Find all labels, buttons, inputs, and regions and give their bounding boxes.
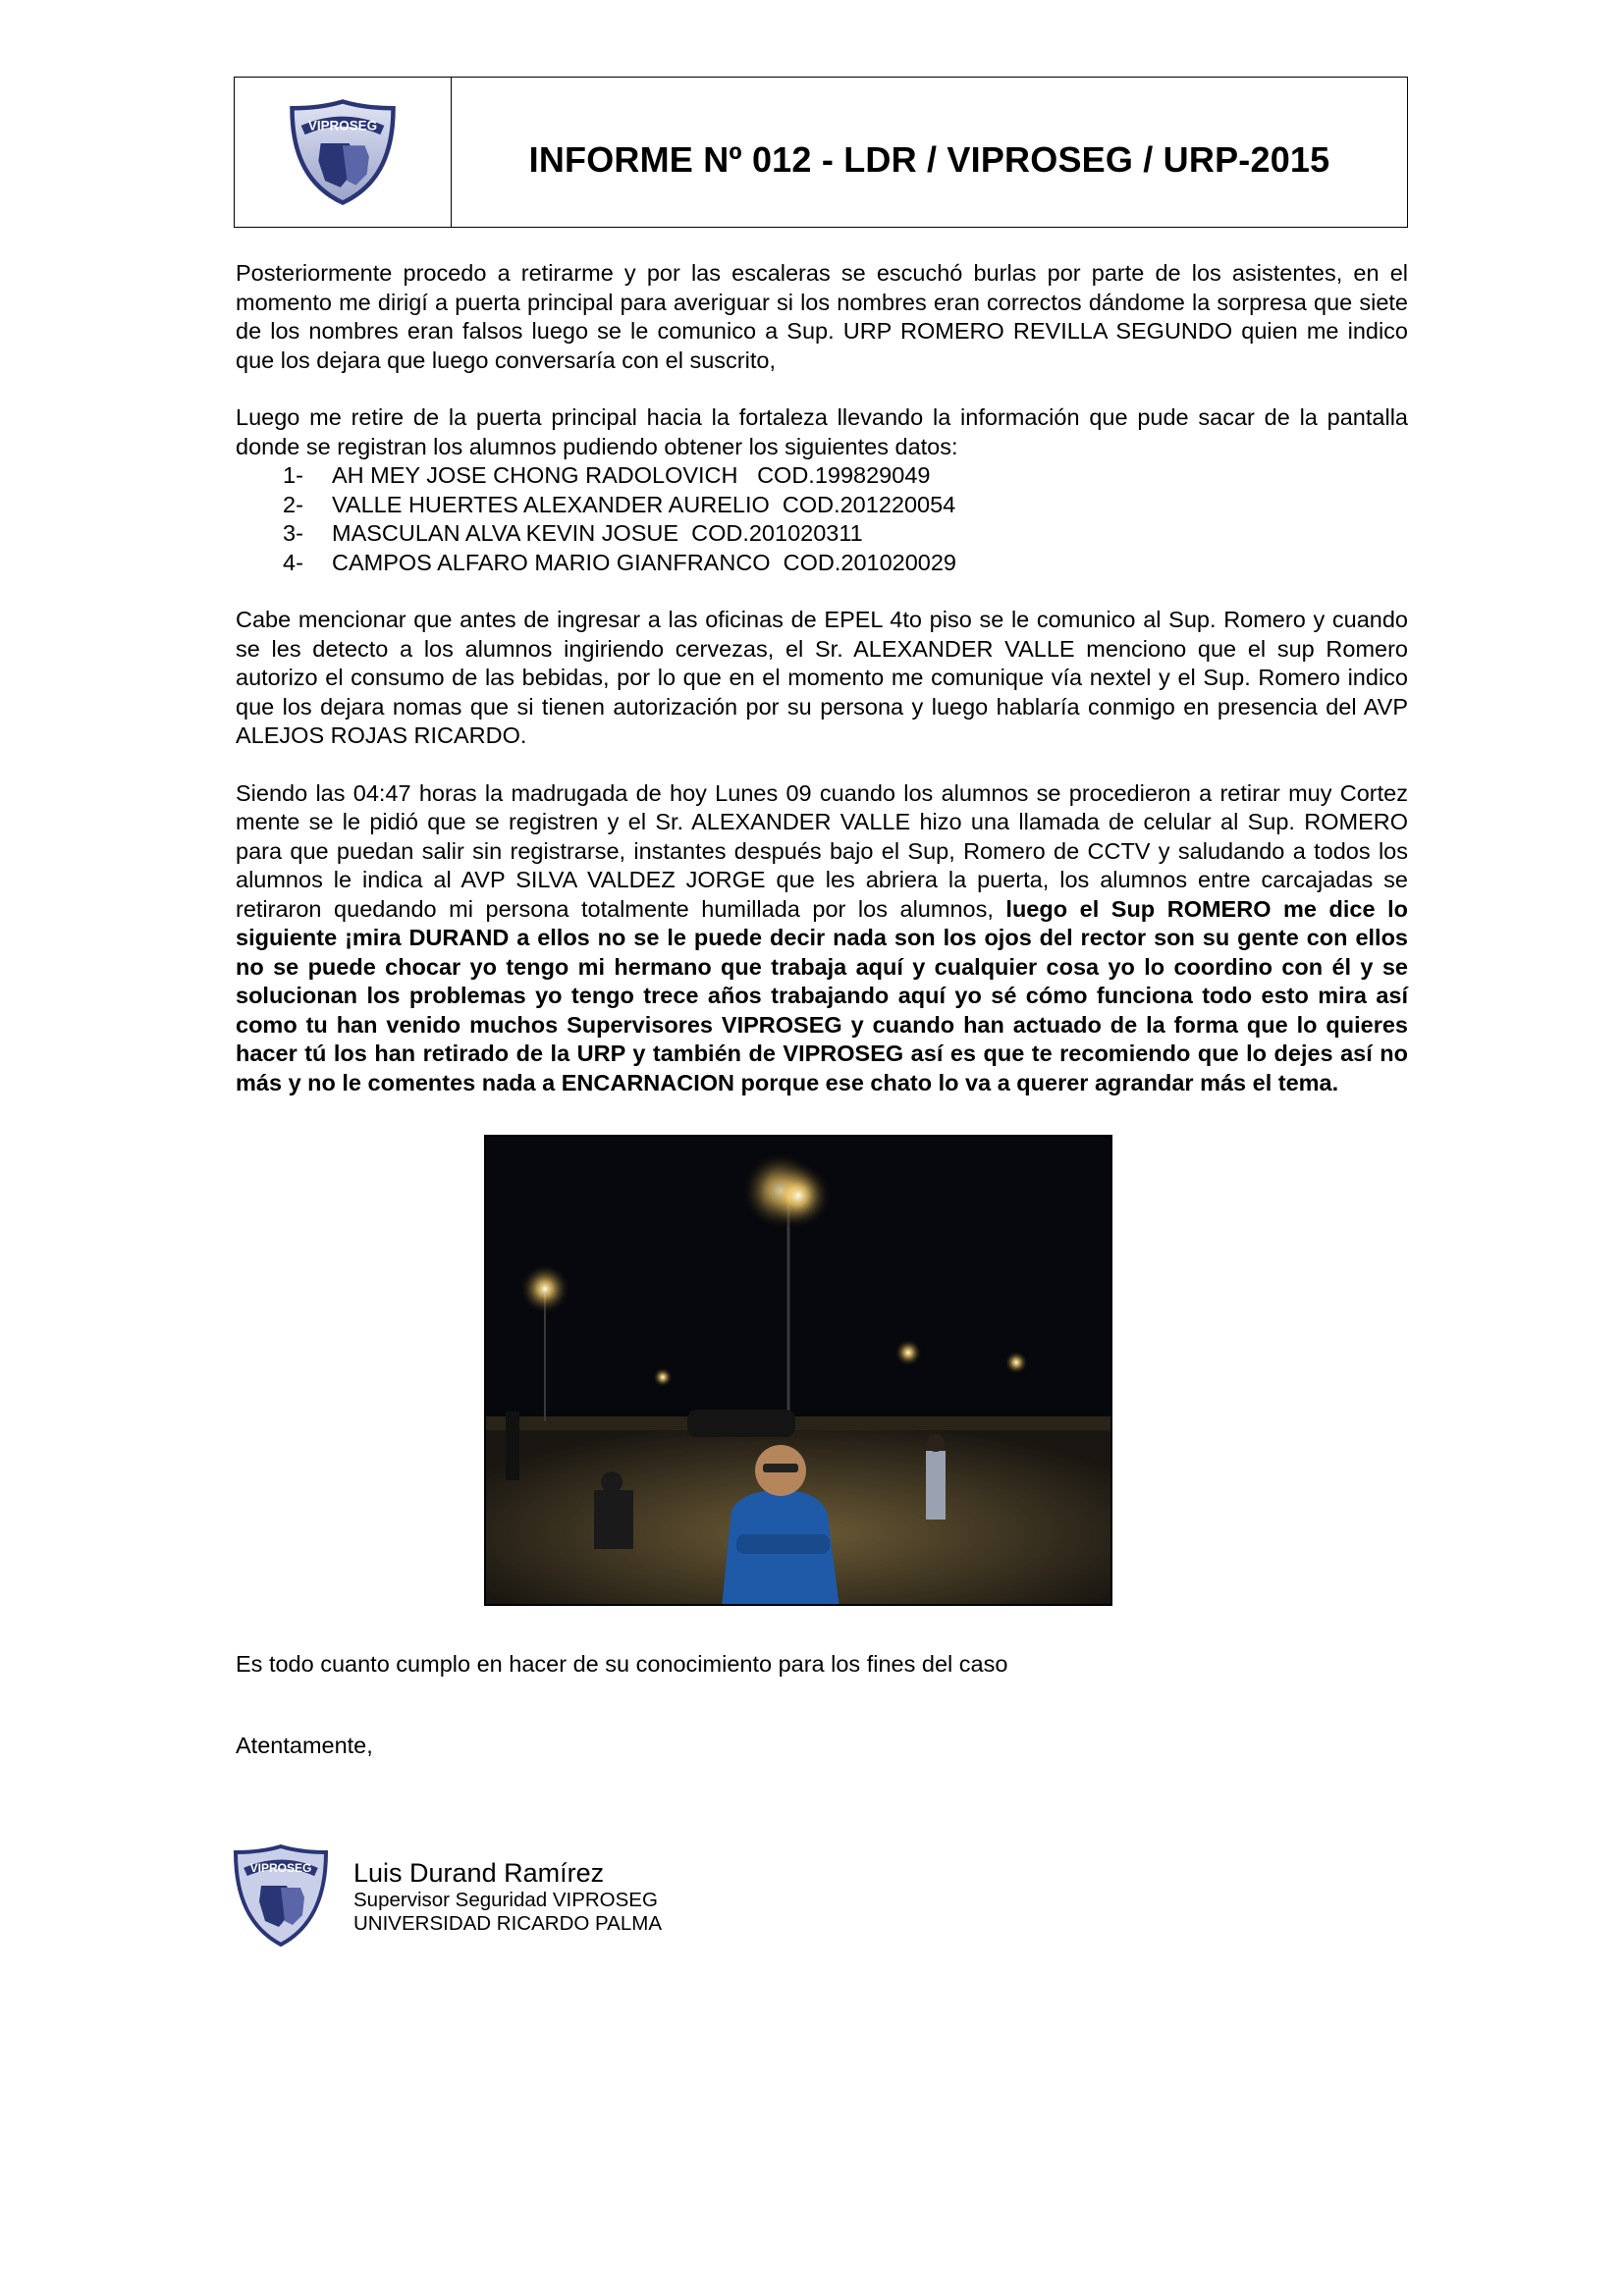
signer-role: Supervisor Seguridad VIPROSEG xyxy=(353,1889,658,1911)
list-item xyxy=(283,461,1408,491)
viproseg-logo xyxy=(288,97,398,207)
paragraph-1: Posteriormente procedo a retirarme y por las escaleras se escuchó burlas por parte de los asistentes, en el momento me dirigí a puerta principal para averiguar si los nombres eran correctos dándome la sorpresa que siete de los nombres eran falsos luego se le comunico a Sup. URP ROMERO REVILLA SEGUNDO quien me indico que los dejara que luego conversaría con el suscrito, xyxy=(236,260,1408,373)
list-item xyxy=(283,519,1408,549)
signer-organization: UNIVERSIDAD RICARDO PALMA xyxy=(353,1912,663,1935)
paragraph-4-normal: Siendo las 04:47 horas la madrugada de hoy Lunes 09 cuando los alumnos se procedieron a retirar muy Cortez mente se le pidió que se registren y el Sr. ALEXANDER VALLE hizo una llamada de celular al Sup. ROMERO para que puedan salir sin registrarse, instantes después bajo el Sup, Romero de CCTV y saludando a todos los alumnos le indica al AVP SILVA VALDEZ JORGE que les abriera la puerta, los alumnos entre carcajadas se retiraron quedando mi persona totalmente humillada por los alumnos, xyxy=(236,779,1408,922)
signature-logo xyxy=(232,1838,330,1960)
salutation: Atentamente, xyxy=(236,1733,373,1758)
signer-name: Luis Durand Ramírez xyxy=(353,1858,605,1888)
list-text: AH MEY JOSE CHONG RADOLOVICH COD.199829049 xyxy=(332,462,931,488)
closing-line: Es todo cuanto cumplo en hacer de su conocimiento para los fines del caso xyxy=(236,1651,1008,1677)
svg-text:VIPROSEG: VIPROSEG xyxy=(307,118,378,133)
list-number: 4- xyxy=(283,549,303,575)
student-list xyxy=(236,461,1408,577)
list-item xyxy=(283,491,1408,520)
list-text: CAMPOS ALFARO MARIO GIANFRANCO COD.201020029 xyxy=(332,549,957,575)
report-title: INFORME Nº 012 - LDR / VIPROSEG / URP-2015 xyxy=(528,139,1330,180)
night-scene-image xyxy=(486,1137,1112,1606)
header-title-cell xyxy=(452,78,1407,227)
list-item xyxy=(283,549,1408,578)
svg-text:VIPROSEG: VIPROSEG xyxy=(249,1861,312,1875)
paragraph-4-bold: luego el Sup ROMERO me dice lo siguiente ¡mira DURAND a ellos no se le puede decir nada son los ojos del rector son su gente con ellos no se puede chocar yo tengo mi hermano que trabaja aquí y cualquier cosa yo lo coordino con él y se solucionan los problemas yo tengo trece años trabajando aquí yo sé cómo funciona todo esto mira así como tu han venido muchos Supervisores VIPROSEG y cuando han actuado de la forma que lo quieres hacer tú los han retirado de la URP y también de VIPROSEG así es que te recomiendo que lo dejes así no más y no le comentes nada a ENCARNACION porque ese chato lo va a querer agrandar más el tema. xyxy=(236,895,1408,1095)
list-text: VALLE HUERTES ALEXANDER AURELIO COD.201220054 xyxy=(332,491,956,517)
list-text: MASCULAN ALVA KEVIN JOSUE COD.201020311 xyxy=(332,520,863,546)
night-photo xyxy=(484,1135,1112,1606)
list-number: 2- xyxy=(283,491,303,517)
list-number: 1- xyxy=(283,462,303,488)
paragraph-3: Cabe mencionar que antes de ingresar a las oficinas de EPEL 4to piso se le comunico al Sup. Romero y cuando se les detecto a los alumnos ingiriendo cervezas, el Sr. ALEXANDER VALLE menciono que el sup Romero autorizo el consumo de las bebidas, por lo que en el momento me comunique vía nextel y el Sup. Romero indico que los dejara nomas que si tienen autorización por su persona y luego hablaría conmigo en presencia del AVP ALEJOS ROJAS RICARDO. xyxy=(236,607,1408,748)
viproseg-logo xyxy=(232,1838,330,1955)
header-logo-cell xyxy=(235,78,452,227)
report-body xyxy=(236,259,1408,1126)
paragraph-4 xyxy=(236,779,1408,1098)
list-number: 3- xyxy=(283,520,303,546)
report-header xyxy=(234,77,1408,228)
paragraph-2: Luego me retire de la puerta principal hacia la fortaleza llevando la información que pude sacar de la pantalla donde se registran los alumnos pudiendo obtener los siguientes datos: xyxy=(236,404,1408,459)
signature-block xyxy=(353,1858,662,1936)
